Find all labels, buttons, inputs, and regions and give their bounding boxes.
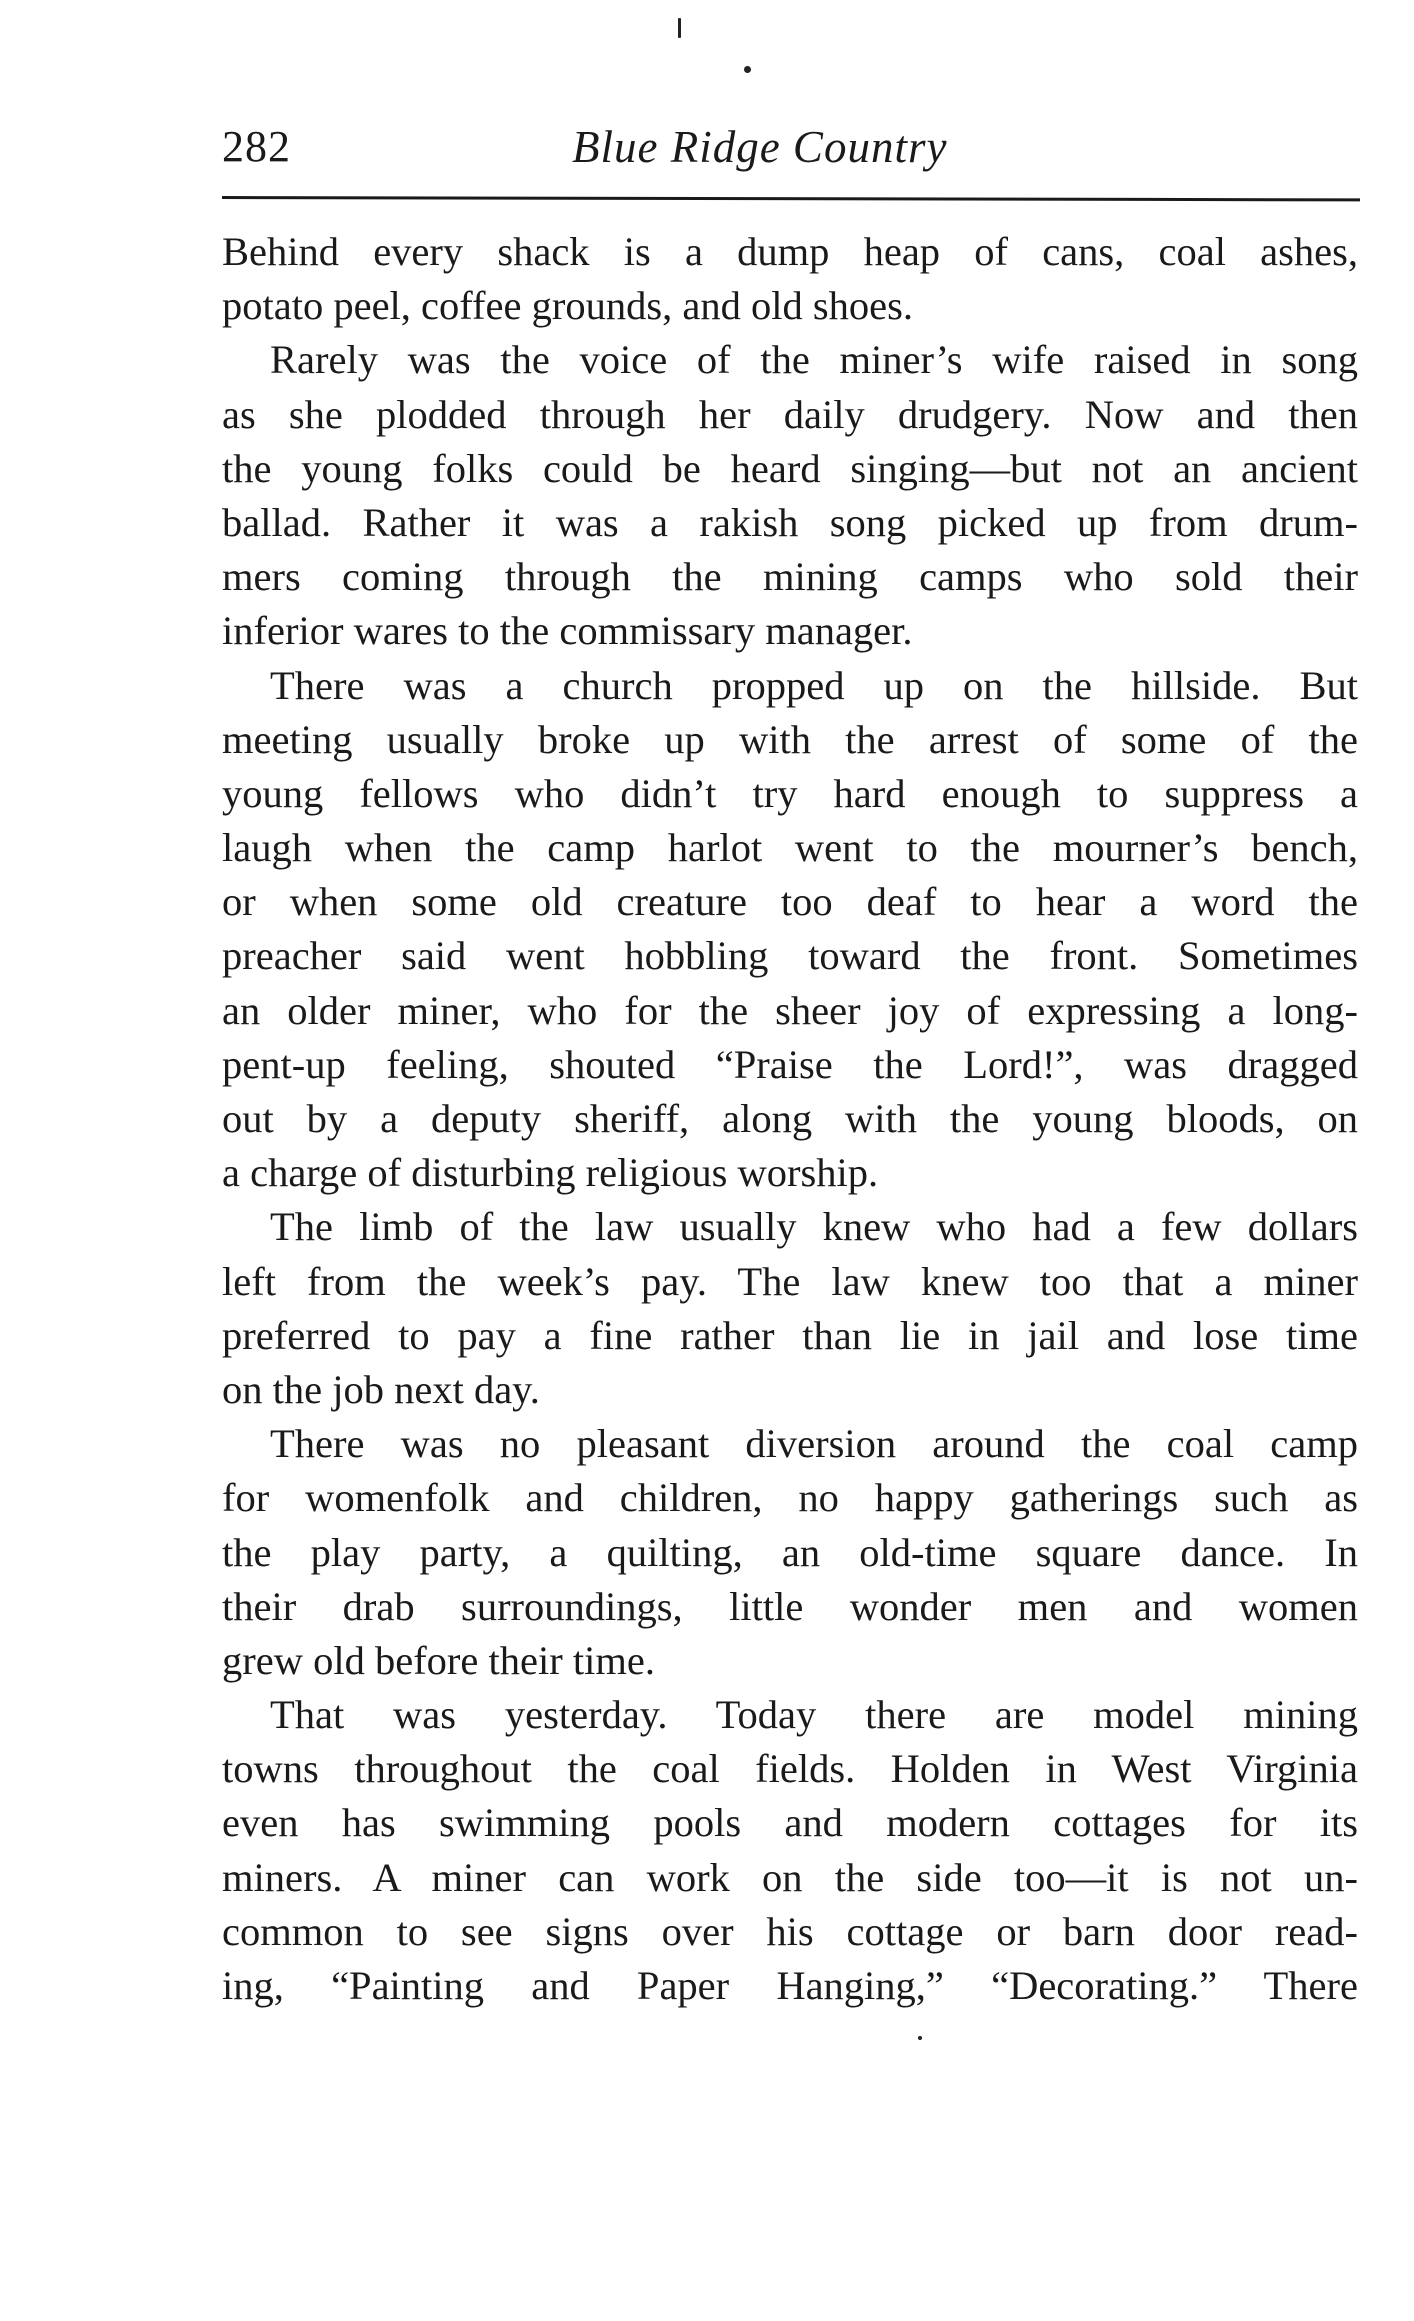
text-line: ing, “Painting and Paper Hanging,” “Decorating.” There xyxy=(222,1963,1358,2008)
print-speck-top xyxy=(678,18,681,38)
text-line: Behind every shack is a dump heap of cans, coal ashes, xyxy=(222,229,1358,274)
text-line: or when some old creature too deaf to hear a word the xyxy=(222,879,1358,925)
running-title: Blue Ridge Country xyxy=(572,122,948,172)
text-line: even has swimming pools and modern cottages for its xyxy=(222,1800,1358,1846)
text-line: left from the week’s pay. The law knew too that a miner xyxy=(222,1258,1358,1304)
text-line: miners. A miner can work on the side too—it is not un- xyxy=(222,1854,1358,1900)
text-line: pent-up feeling, shouted “Praise the Lord!”, was dragged xyxy=(222,1041,1358,1087)
text-line: a charge of disturbing religious worship. xyxy=(222,1150,879,1196)
text-line: laugh when the camp harlot went to the mourner’s bench, xyxy=(222,825,1358,871)
print-speck-bottom xyxy=(918,2036,922,2040)
text-line: young fellows who didn’t try hard enough to suppress a xyxy=(222,770,1358,816)
text-line: Rarely was the voice of the miner’s wife raised in song xyxy=(270,337,1358,383)
text-line: for womenfolk and children, no happy gatherings such as xyxy=(222,1475,1358,1521)
text-line: ballad. Rather it was a rakish song picked up from drum- xyxy=(222,499,1358,545)
text-line: towns throughout the coal fields. Holden in West Virginia xyxy=(222,1746,1358,1792)
text-line: their drab surroundings, little wonder men and women xyxy=(222,1583,1358,1629)
text-line: potato peel, coffee grounds, and old shoes. xyxy=(222,283,913,329)
text-line: out by a deputy sheriff, along with the young bloods, on xyxy=(222,1096,1358,1141)
text-line: the young folks could be heard singing—but not an ancient xyxy=(222,445,1358,491)
text-line: as she plodded through her daily drudgery. Now and then xyxy=(222,391,1358,437)
text-line: grew old before their time. xyxy=(222,1637,655,1683)
text-line: the play party, a quilting, an old-time square dance. In xyxy=(222,1529,1358,1575)
text-line: There was no pleasant diversion around the coal camp xyxy=(270,1421,1358,1467)
text-line: That was yesterday. Today there are model mining xyxy=(270,1692,1358,1738)
text-line: common to see signs over his cottage or barn door read- xyxy=(222,1908,1358,1954)
body-text xyxy=(222,225,1358,2013)
header-rule xyxy=(222,196,1360,201)
text-line: preferred to pay a fine rather than lie in jail and lose time xyxy=(222,1312,1358,1358)
print-speck-dot xyxy=(744,66,751,73)
text-line: on the job next day. xyxy=(222,1366,540,1412)
page-header xyxy=(222,112,1358,182)
page-number: 282 xyxy=(222,122,291,171)
text-line: mers coming through the mining camps who sold their xyxy=(222,554,1358,600)
text-line: The limb of the law usually knew who had a few dollars xyxy=(270,1204,1358,1250)
text-line: meeting usually broke up with the arrest of some of the xyxy=(222,716,1358,762)
text-line: There was a church propped up on the hillside. But xyxy=(270,662,1358,708)
text-line: an older miner, who for the sheer joy of expressing a long- xyxy=(222,987,1358,1033)
text-line: preacher said went hobbling toward the front. Sometimes xyxy=(222,933,1358,979)
text-line: inferior wares to the commissary manager. xyxy=(222,608,913,654)
